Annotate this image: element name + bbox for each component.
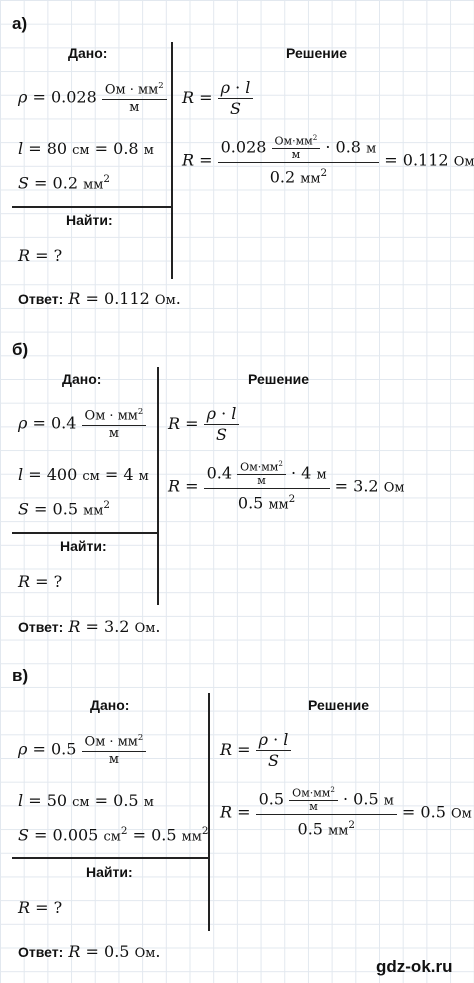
table-vertical-divider: [157, 367, 159, 605]
calculation-R: R = 0.028 $\frac{Ом\cdot мм^2}{м}$ · 0.8 м 0.2 $мм^2$ = 0.112 Ом: [182, 133, 474, 187]
formula-R: R = $\frac{\rho \cdot l}{S}$: [220, 730, 291, 771]
part-label: б): [12, 340, 29, 359]
given-rho: ρ = 0.4 $\frac{Ом \cdot мм^2}{м}$: [18, 406, 146, 442]
part-label: а): [12, 14, 28, 33]
table-horizontal-divider: [12, 857, 209, 859]
given-area: S = 0.005 $см^2 = 0.5$ $мм^2$: [18, 825, 209, 845]
given-length: l = 400 см = 4 м: [18, 465, 149, 484]
table-vertical-divider: [171, 42, 173, 279]
given-area: S = 0.2 $мм^2$: [18, 173, 110, 193]
answer: Ответ: R = 0.5 Ом.: [18, 942, 161, 961]
given-length: l = 50 см = 0.5 м: [18, 791, 154, 810]
formula-R: R = $\frac{\rho \cdot l}{S}$: [182, 78, 253, 119]
find-header: Найти:: [66, 212, 113, 228]
part-label: в): [12, 666, 29, 685]
find-R: R = ?: [18, 246, 63, 265]
watermark: gdz-ok.ru: [376, 957, 453, 976]
find-header: Найти:: [86, 864, 133, 880]
table-horizontal-divider: [12, 206, 172, 208]
given-header: Дано:: [90, 697, 130, 713]
calculation-R: R = 0.5 $\frac{Ом\cdot мм^2}{м}$ · 0.5 м 0.5 $мм^2$ = 0.5 Ом: [220, 785, 472, 839]
find-header: Найти:: [60, 538, 107, 554]
given-header: Дано:: [62, 371, 102, 387]
formula-R: R = $\frac{\rho \cdot l}{S}$: [168, 404, 239, 445]
given-rho: ρ = 0.028 $\frac{Ом \cdot мм^2}{м}$: [18, 80, 167, 116]
table-horizontal-divider: [12, 532, 158, 534]
given-length: l = 80 см = 0.8 м: [18, 139, 154, 158]
find-R: R = ?: [18, 898, 63, 917]
find-R: R = ?: [18, 572, 63, 591]
solution-header: Решение: [248, 371, 310, 387]
answer: Ответ: R = 3.2 Ом.: [18, 617, 161, 636]
calculation-R: R = 0.4 $\frac{Ом\cdot мм^2}{м}$ · 4 м 0.5 $мм^2$ = 3.2 Ом: [168, 459, 405, 513]
solution-header: Решение: [286, 45, 348, 61]
table-vertical-divider: [208, 693, 210, 931]
given-header: Дано:: [68, 45, 108, 61]
solution-header: Решение: [308, 697, 370, 713]
given-rho: ρ = 0.5 $\frac{Ом \cdot мм^2}{м}$: [18, 732, 146, 768]
given-area: S = 0.5 $мм^2$: [18, 499, 110, 519]
answer: Ответ: R = 0.112 Ом.: [18, 289, 181, 308]
